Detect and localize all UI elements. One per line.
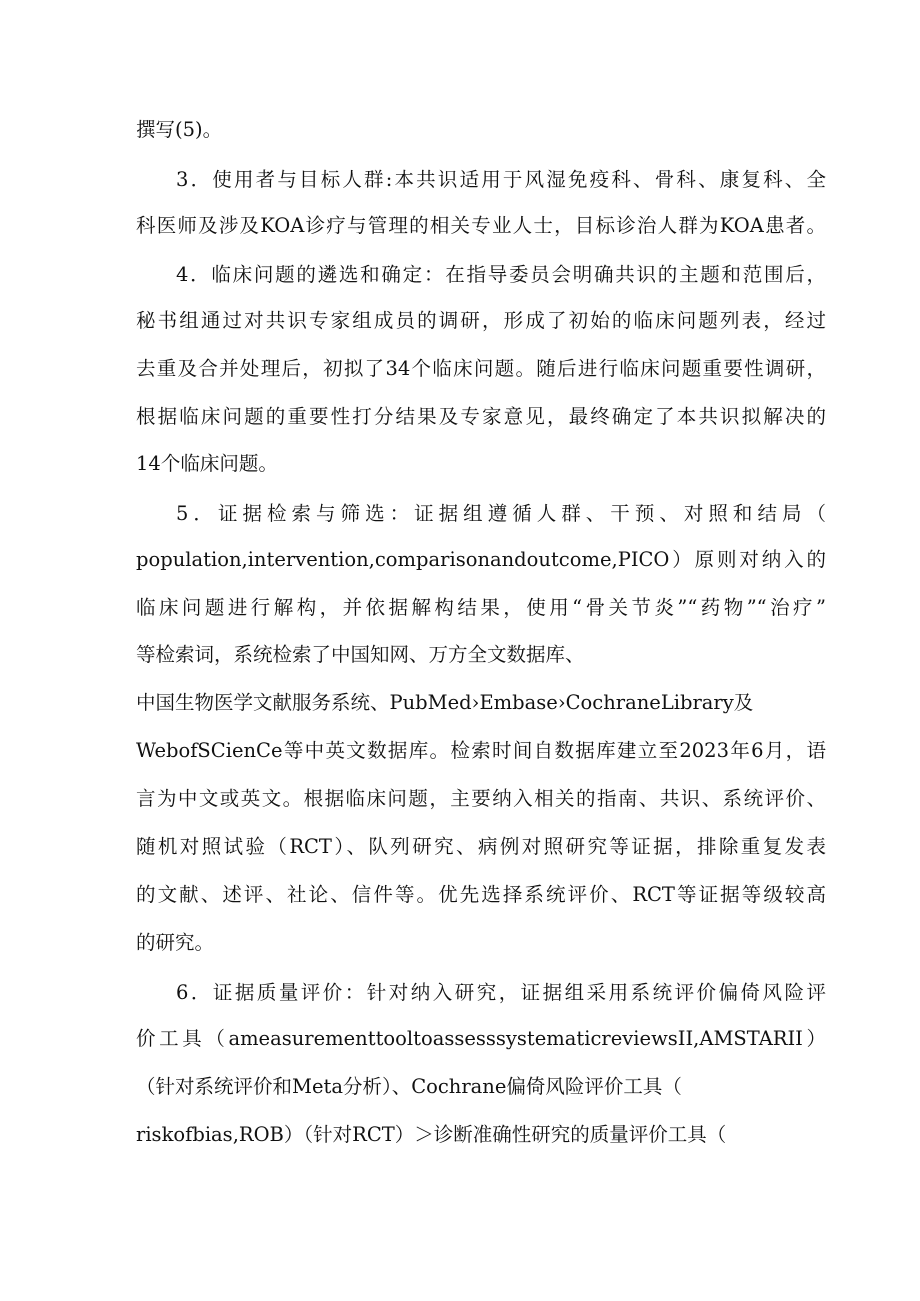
text-line: 等检索词，系统检索了中国知网、万方全文数据库、 — [136, 643, 585, 666]
text-line: 中国生物医学文献服务系统、PubMed›Embase›CochraneLibrary及 — [136, 691, 754, 714]
text-line: （针对系统评价和Meta分析）、Cochrane偏倚风险评价工具（ — [136, 1075, 682, 1098]
text-line: 科医师及涉及KOA诊疗与管理的相关专业人士，目标诊治人群为KOA患者。 — [136, 214, 826, 237]
text-line: WebofSCienCe等中英文数据库。检索时间自数据库建立至2023年6月，语 — [136, 739, 826, 762]
text-line: riskofbias,ROB）（针对RCT）＞诊断准确性研究的质量评价工具（ — [136, 1123, 727, 1146]
paragraph-5-line-1: 5．证据检索与筛选：证据组遵循人群、干预、对照和结局（ — [176, 502, 826, 525]
paragraph-4-line-1: 4．临床问题的遴选和确定：在指导委员会明确共识的主题和范围后， — [176, 263, 826, 286]
paragraph-6-line-1: 6．证据质量评价：针对纳入研究，证据组采用系统评价偏倚风险评 — [176, 981, 826, 1004]
text-line: 随机对照试验（RCT）、队列研究、病例对照研究等证据，排除重复发表 — [136, 835, 826, 858]
text-line: 言为中文或英文。根据临床问题，主要纳入相关的指南、共识、系统评价、 — [136, 787, 826, 810]
text-line: 临床问题进行解构，并依据解构结果，使用“骨关节炎”“药物”“治疗” — [136, 596, 826, 619]
text-line: 撰写(5)。 — [136, 118, 223, 141]
text-line: 去重及合并处理后，初拟了34个临床问题。随后进行临床问题重要性调研， — [136, 357, 826, 380]
paragraph-3-line-1: 3．使用者与目标人群:本共识适用于风湿免疫科、骨科、康复科、全 — [176, 168, 826, 191]
text-line: 14个临床问题。 — [136, 452, 278, 475]
text-line: population,intervention,comparisonandoutcome,PICO）原则对纳入的 — [136, 548, 826, 571]
text-line: 根据临床问题的重要性打分结果及专家意见，最终确定了本共识拟解决的 — [136, 405, 826, 428]
text-line: 的研究。 — [136, 931, 215, 954]
text-line: 秘书组通过对共识专家组成员的调研，形成了初始的临床问题列表，经过 — [136, 309, 826, 332]
text-line: 价工具（ameasurementtooltoassesssystematicreviewsII,AMSTARII） — [136, 1027, 826, 1050]
text-line: 的文献、述评、社论、信件等。优先选择系统评价、RCT等证据等级较高 — [136, 883, 826, 906]
